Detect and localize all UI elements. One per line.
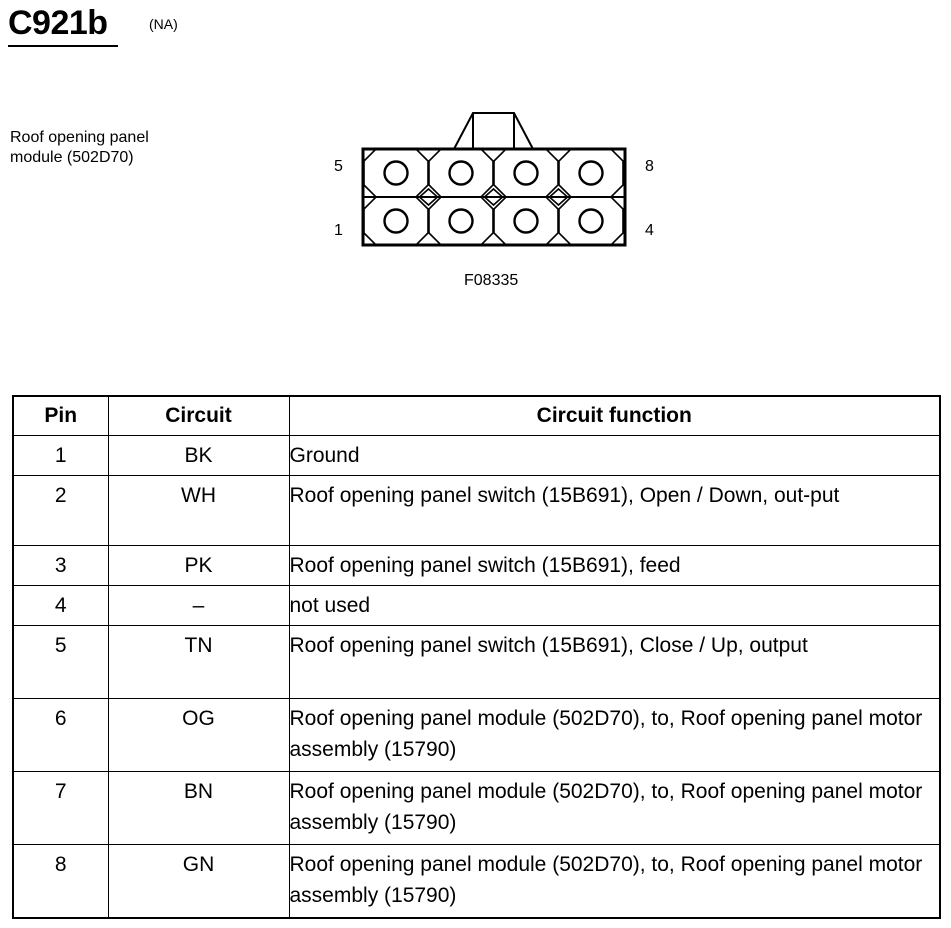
table-header-row <box>13 396 940 436</box>
pin-cell: 1 <box>13 436 108 476</box>
table-row <box>13 546 940 586</box>
pin-cell: 2 <box>13 476 108 546</box>
pin-cell: 5 <box>13 626 108 699</box>
pin-cell: 8 <box>13 845 108 918</box>
pin-label-1: 1 <box>334 222 343 239</box>
circuit-cell: WH <box>108 476 289 546</box>
circuit-cell: OG <box>108 699 289 772</box>
function-cell: not used <box>289 586 940 626</box>
table-row <box>13 586 940 626</box>
pin-cell: 6 <box>13 699 108 772</box>
pin-label-8: 8 <box>645 158 654 175</box>
market-tag: (NA) <box>149 16 178 32</box>
pin-cell: 4 <box>13 586 108 626</box>
header-circuit-function: Circuit function <box>289 396 940 436</box>
connector-id: C921b <box>8 4 108 42</box>
header-pin: Pin <box>13 396 108 436</box>
pin-cell: 3 <box>13 546 108 586</box>
function-cell: Roof opening panel module (502D70), to, Roof opening panel motor assembly (15790) <box>289 845 940 918</box>
function-cell: Roof opening panel switch (15B691), Open / Down, out-put <box>289 476 940 546</box>
function-cell: Roof opening panel module (502D70), to, Roof opening panel motor assembly (15790) <box>289 772 940 845</box>
function-cell: Roof opening panel switch (15B691), Close / Up, output <box>289 626 940 699</box>
function-cell: Roof opening panel module (502D70), to, Roof opening panel motor assembly (15790) <box>289 699 940 772</box>
circuit-cell: – <box>108 586 289 626</box>
component-name-line-1: Roof opening panel <box>10 129 149 146</box>
circuit-cell: TN <box>108 626 289 699</box>
pin-cell: 7 <box>13 772 108 845</box>
connector-locking-tab <box>454 113 533 149</box>
circuit-cell: BN <box>108 772 289 845</box>
table-row <box>13 845 940 918</box>
table-row <box>13 436 940 476</box>
pin-label-4: 4 <box>645 222 654 239</box>
component-name <box>10 128 149 168</box>
component-name-line-2: module (502D70) <box>10 149 134 166</box>
function-cell: Ground <box>289 436 940 476</box>
circuit-cell: PK <box>108 546 289 586</box>
circuit-cell: BK <box>108 436 289 476</box>
table-row <box>13 476 940 546</box>
header-circuit: Circuit <box>108 396 289 436</box>
table-row <box>13 699 940 772</box>
connector-face-diagram <box>330 108 670 258</box>
circuit-cell: GN <box>108 845 289 918</box>
pinout-table <box>12 395 941 919</box>
table-row <box>13 772 940 845</box>
table-row <box>13 626 940 699</box>
function-cell: Roof opening panel switch (15B691), feed <box>289 546 940 586</box>
title-underline <box>8 45 118 47</box>
figure-code: F08335 <box>464 272 519 289</box>
pin-label-5: 5 <box>334 158 343 175</box>
